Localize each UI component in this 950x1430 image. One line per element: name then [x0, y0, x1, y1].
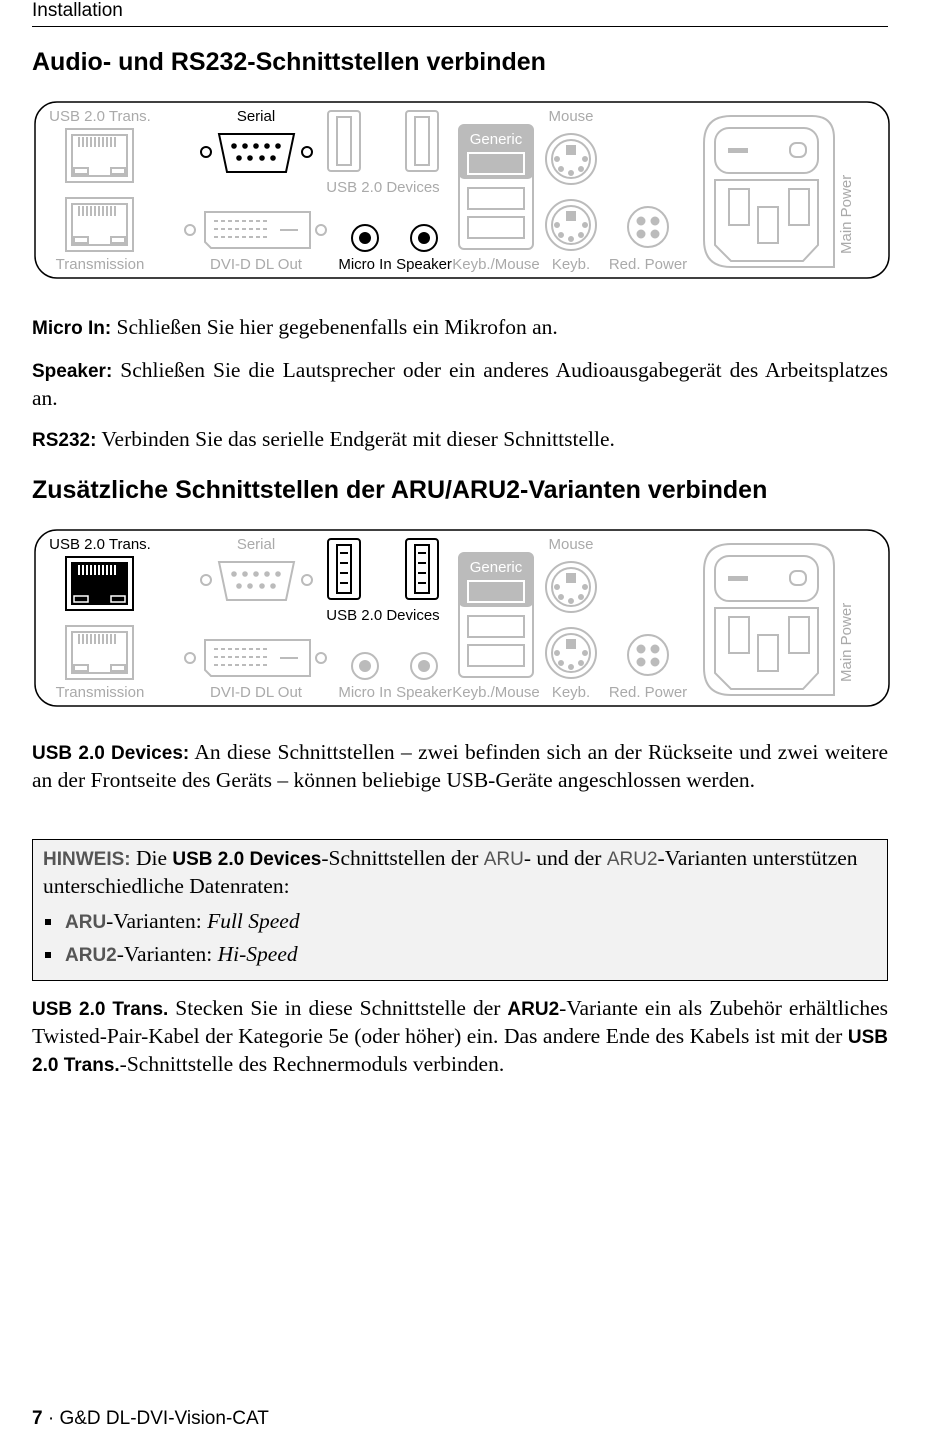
hint-list-item: [43, 908, 877, 936]
hint-t2: -Schnittstellen der: [321, 846, 484, 870]
label-keyb: Keyb.: [551, 256, 591, 273]
label-serial: Serial: [236, 536, 276, 553]
label-transmission: Transmission: [55, 256, 145, 273]
desc-usb-devices-text: An diese Schnittstellen – zwei befinden sich an der Rückseite und zwei weitere an der Frontseite des Geräts – können beliebige USB-Geräte angeschlossen werden.: [32, 740, 888, 792]
hint-list-item: [43, 941, 877, 969]
hint-label: HINWEIS:: [43, 849, 131, 870]
term-micro-in: Micro In:: [32, 318, 112, 339]
term-usb-devices: USB 2.0 Devices:: [32, 743, 190, 764]
desc-micro-in: [32, 314, 888, 342]
hint-t3: - und der: [523, 846, 607, 870]
page-footer: [32, 1408, 269, 1430]
page-number: 7: [32, 1408, 43, 1429]
term-speaker: Speaker:: [32, 361, 113, 382]
hint-t1: Die: [130, 846, 173, 870]
label-usb-trans: USB 2.0 Trans.: [49, 536, 151, 553]
label-dvi: DVI-D DL Out: [210, 684, 302, 701]
usb-trans-term2: USB 2.0 Trans.: [32, 1027, 888, 1076]
label-generic: Generic: [469, 131, 523, 148]
label-dvi: DVI-D DL Out: [210, 256, 302, 273]
section-heading-audio-rs232: Audio- und RS232-Schnittstellen verbinden: [32, 48, 546, 76]
desc-rs232: [32, 426, 888, 454]
label-micro-in: Micro In: [338, 684, 392, 701]
desc-speaker-text: Schließen Sie die Lautsprecher oder ein anderes Audioausgabegerät des Arbeitsplatzes an.: [32, 358, 888, 410]
desc-speaker: [32, 357, 888, 412]
hint-usb-devices: USB 2.0 Devices: [172, 849, 322, 870]
hint-aru: ARU: [483, 849, 524, 870]
hint-item-speed: Hi-Speed: [217, 942, 298, 966]
hint-box: [32, 839, 888, 981]
desc-usb-trans: [32, 995, 888, 1079]
label-usb-devices: USB 2.0 Devices: [326, 607, 440, 624]
label-usb-devices: USB 2.0 Devices: [326, 179, 440, 196]
usb-trans-t3: -Schnittstelle des Rechnermoduls verbinden.: [119, 1052, 505, 1076]
rj45-usb-trans-port: [66, 557, 133, 610]
hint-item-key: ARU: [65, 912, 107, 933]
hint-item-text: -Varianten:: [106, 909, 208, 933]
label-micro-in: Micro In: [338, 256, 392, 273]
hint-item-key: ARU2: [65, 945, 117, 966]
label-transmission: Transmission: [55, 684, 145, 701]
label-red-power: Red. Power: [608, 684, 688, 701]
product-name: G&D DL-DVI-Vision-CAT: [59, 1408, 269, 1429]
label-serial: Serial: [236, 108, 276, 125]
label-main-power: Main Power: [838, 174, 855, 254]
hint-item-text: -Varianten:: [116, 942, 218, 966]
desc-micro-in-text: Schließen Sie hier gegebenenfalls ein Mikrofon an.: [111, 315, 558, 339]
label-red-power: Red. Power: [608, 256, 688, 273]
rear-panel-diagram-usb: [34, 529, 890, 707]
usb-trans-t2: -Variante ein als Zubehör erhältliches Twisted-Pair-Kabel der Kategorie 5e (oder höher) ein. Das andere Ende des Kabels ist mit der: [32, 996, 888, 1048]
label-speaker: Speaker: [396, 684, 452, 701]
rear-panel-diagram-audio: [34, 101, 890, 279]
label-mouse: Mouse: [548, 108, 594, 125]
term-usb-trans: USB 2.0 Trans.: [32, 999, 169, 1020]
header-rule: [32, 26, 888, 27]
usb-trans-t1: Stecken Sie in diese Schnittstelle der: [168, 996, 508, 1020]
hint-list: [43, 908, 877, 969]
desc-rs232-text: Verbinden Sie das serielle Endgerät mit dieser Schnittstelle.: [96, 427, 615, 451]
hint-t4: -Varianten unterstützen unterschiedliche Datenraten:: [43, 846, 858, 898]
desc-usb-devices: [32, 739, 888, 794]
running-header: Installation: [32, 0, 123, 21]
label-mouse: Mouse: [548, 536, 594, 553]
label-speaker: Speaker: [396, 256, 452, 273]
label-keyb-mouse: Keyb./Mouse: [452, 684, 540, 701]
label-keyb: Keyb.: [551, 684, 591, 701]
section-heading-aru: Zusätzliche Schnittstellen der ARU/ARU2-Varianten verbinden: [32, 476, 768, 504]
label-generic: Generic: [469, 559, 523, 576]
hint-text: [43, 845, 877, 900]
label-usb-trans: USB 2.0 Trans.: [49, 108, 151, 125]
footer-separator: ·: [42, 1408, 60, 1429]
hint-aru2: ARU2: [606, 849, 658, 870]
usb-trans-aru2: ARU2: [507, 999, 560, 1020]
label-keyb-mouse: Keyb./Mouse: [452, 256, 540, 273]
hint-item-speed: Full Speed: [207, 909, 300, 933]
label-main-power: Main Power: [838, 602, 855, 682]
term-rs232: RS232:: [32, 430, 97, 451]
